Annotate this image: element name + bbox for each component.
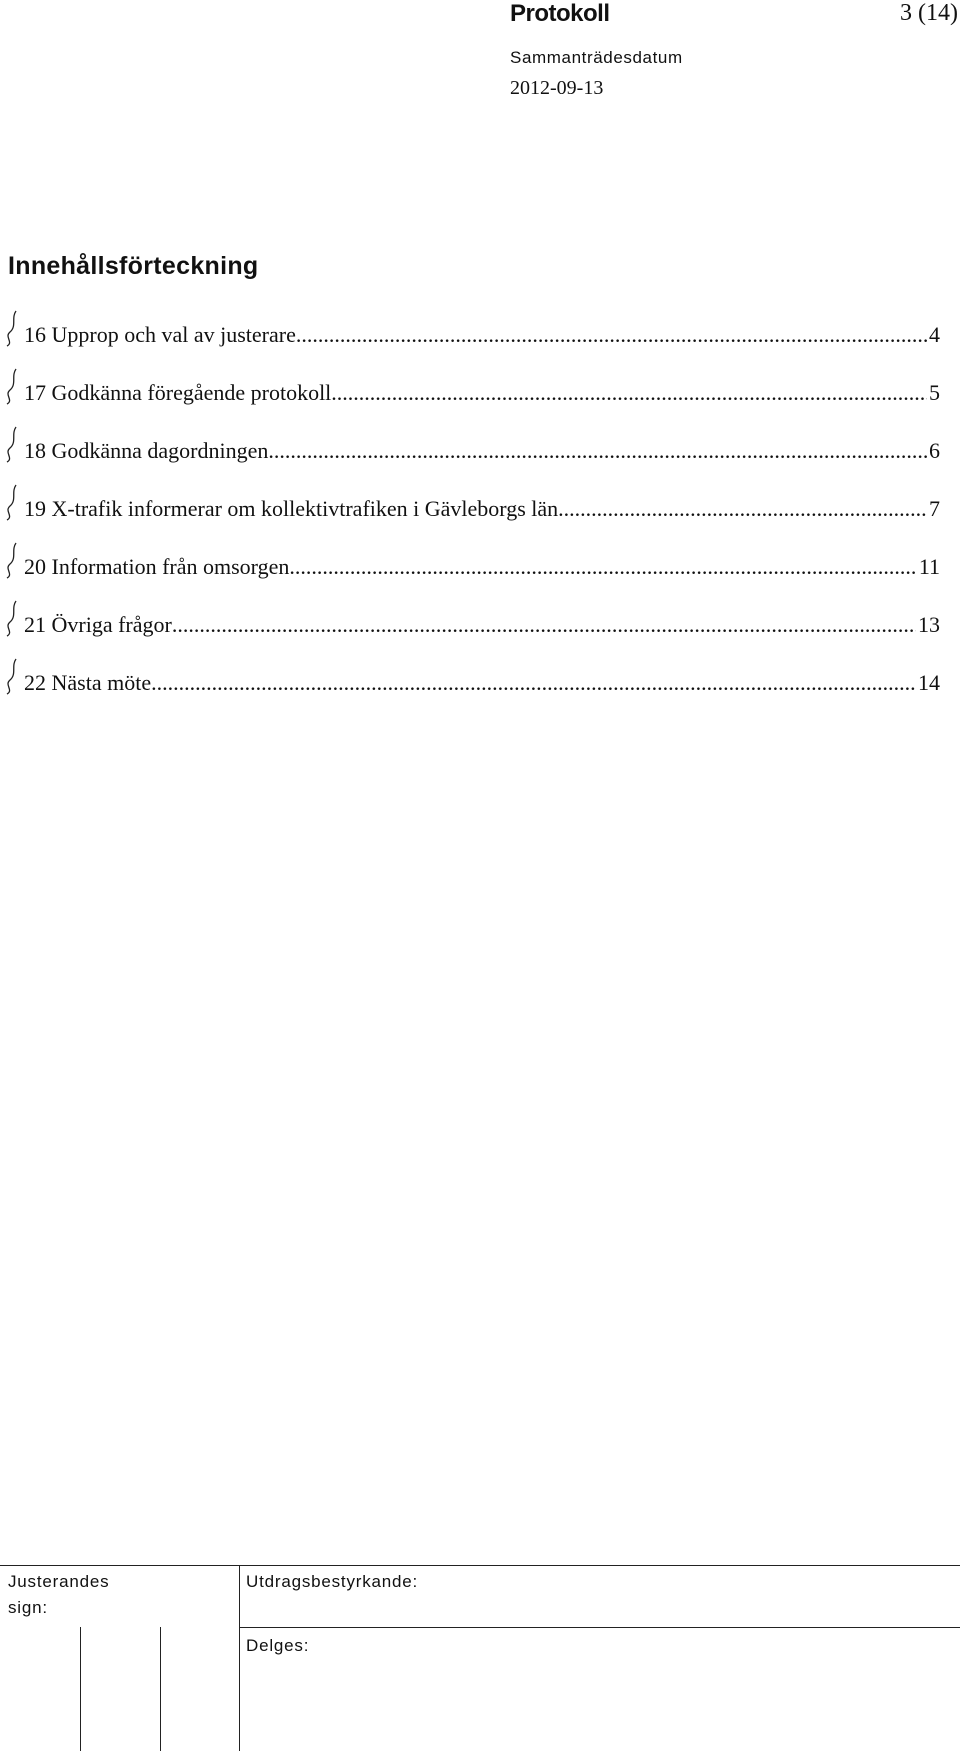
toc-leader-dots xyxy=(268,438,927,464)
toc-heading: Innehållsförteckning xyxy=(8,252,259,280)
footer-divider xyxy=(239,1627,960,1628)
signature-box-divider xyxy=(160,1627,161,1751)
toc-item-page: 11 xyxy=(918,554,940,579)
sign-label: sign: xyxy=(8,1598,48,1617)
bookmark-marker-icon xyxy=(0,308,24,348)
toc-item-page: 7 xyxy=(929,496,940,521)
delges-label: Delges: xyxy=(246,1636,310,1655)
toc-leader-dots xyxy=(172,612,916,638)
toc-leader-dots xyxy=(558,496,927,522)
utdrag-label: Utdragsbestyrkande: xyxy=(246,1572,419,1591)
bookmark-marker-icon xyxy=(0,656,24,696)
toc-leader-dots xyxy=(331,380,927,406)
toc-item-16[interactable] xyxy=(0,308,940,348)
bookmark-marker-icon xyxy=(0,540,24,580)
toc-item-17[interactable] xyxy=(0,366,940,406)
toc-item-20[interactable] xyxy=(0,540,940,580)
toc-item-label: 16 Upprop och val av justerare xyxy=(24,322,296,347)
toc-item-page: 14 xyxy=(918,670,940,695)
signature-box-divider xyxy=(80,1627,81,1751)
bookmark-marker-icon xyxy=(0,424,24,464)
toc-leader-dots xyxy=(289,554,916,580)
bookmark-marker-icon xyxy=(0,366,24,406)
toc-item-label: 21 Övriga frågor xyxy=(24,612,172,637)
bookmark-marker-icon xyxy=(0,482,24,522)
toc-item-page: 5 xyxy=(929,380,940,405)
toc-leader-dots xyxy=(296,322,927,348)
toc-item-18[interactable] xyxy=(0,424,940,464)
toc-item-label: 19 X-trafik informerar om kollektivtrafiken i Gävleborgs län xyxy=(24,496,559,521)
toc-leader-dots xyxy=(151,670,916,696)
toc-item-label: 18 Godkänna dagordningen xyxy=(24,438,269,463)
signature-footer xyxy=(0,1565,960,1751)
page-number: 3 (14) xyxy=(900,0,958,26)
footer-divider xyxy=(239,1566,240,1751)
toc-item-label: 17 Godkänna föregående protokoll xyxy=(24,380,332,405)
toc-item-page: 13 xyxy=(918,612,940,637)
toc-item-page: 6 xyxy=(929,438,940,463)
toc-item-page: 4 xyxy=(929,322,940,347)
document-title: Protokoll xyxy=(510,0,610,27)
bookmark-marker-icon xyxy=(0,598,24,638)
toc-item-label: 22 Nästa möte xyxy=(24,670,152,695)
toc-item-19[interactable] xyxy=(0,482,940,522)
toc-item-label: 20 Information från omsorgen xyxy=(24,554,290,579)
toc-item-22[interactable] xyxy=(0,656,940,696)
meeting-date-label: Sammanträdesdatum xyxy=(510,48,683,67)
justerandes-label: Justerandes xyxy=(8,1572,110,1591)
toc-item-21[interactable] xyxy=(0,598,940,638)
meeting-date: 2012-09-13 xyxy=(510,77,604,99)
